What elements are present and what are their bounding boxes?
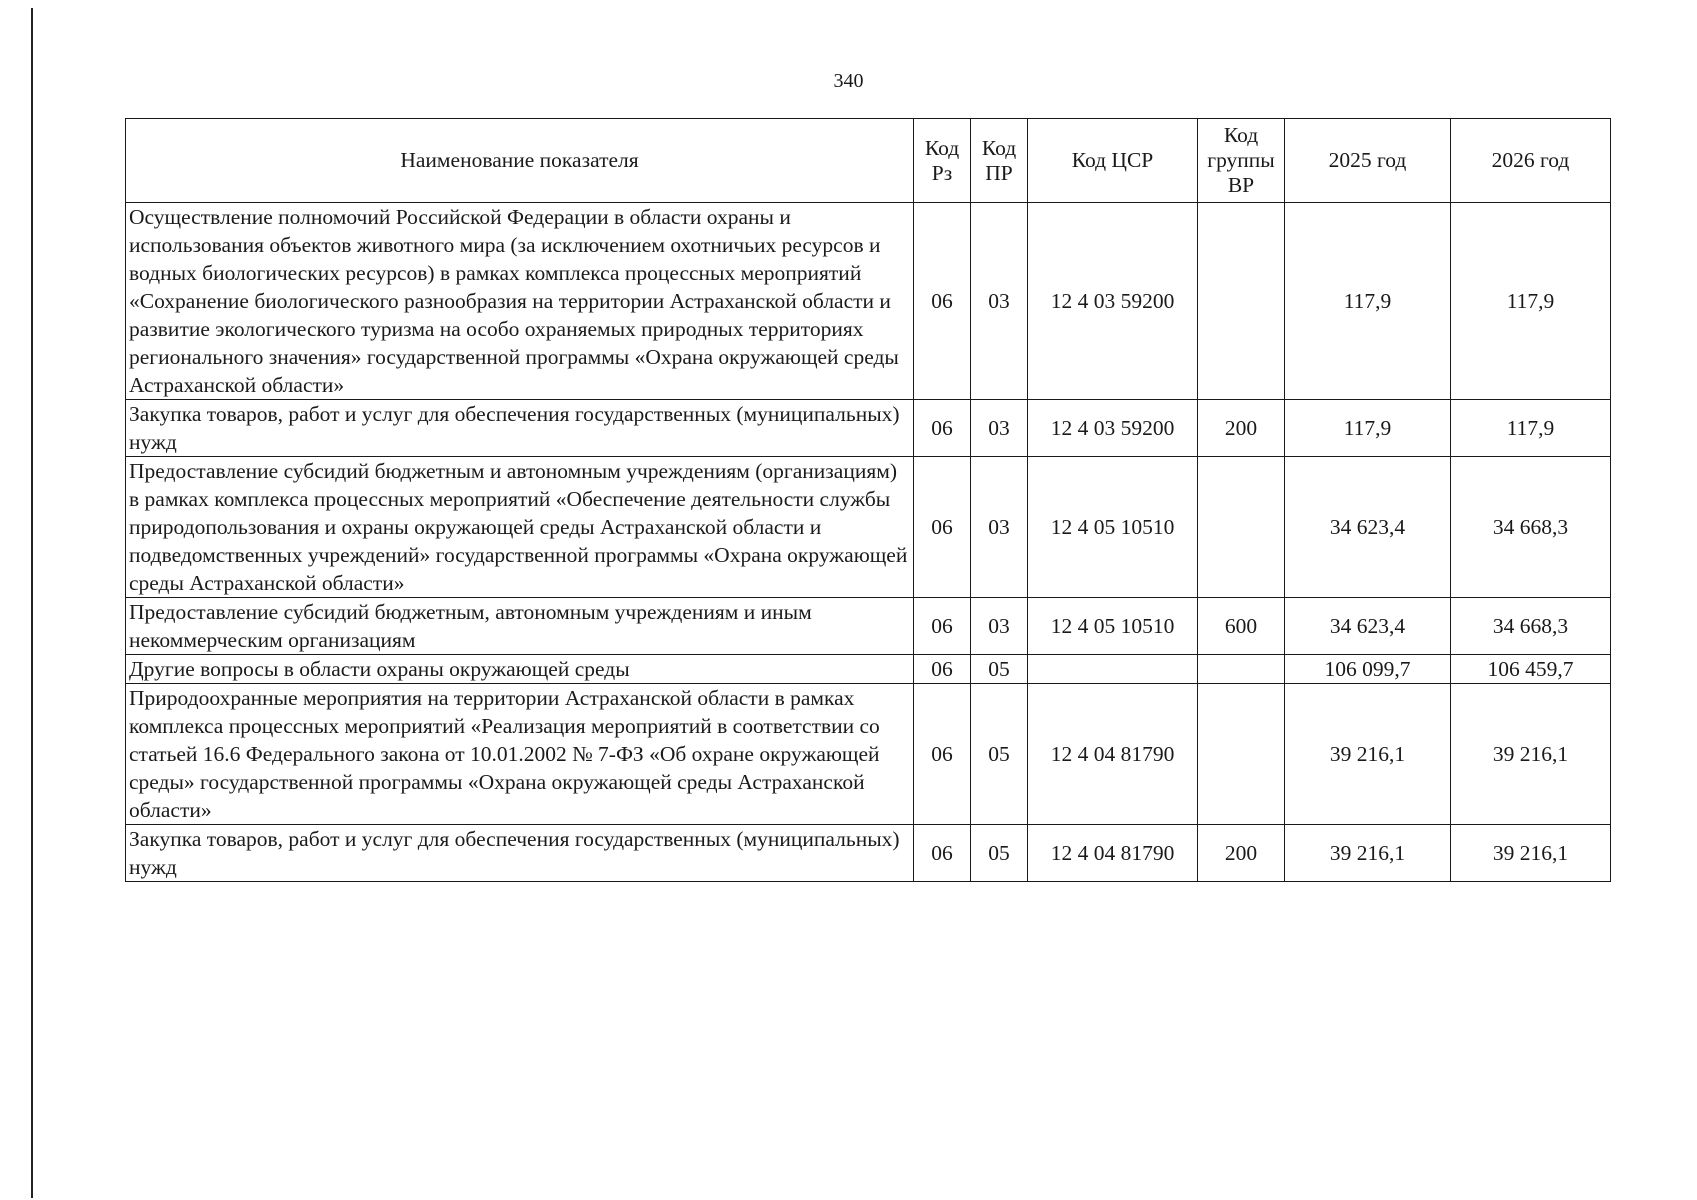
row-rz: 06 xyxy=(914,825,971,882)
row-vr: 200 xyxy=(1198,825,1285,882)
row-csr: 12 4 04 81790 xyxy=(1028,684,1198,825)
row-2026: 106 459,7 xyxy=(1451,655,1611,684)
row-name: Закупка товаров, работ и услуг для обеспечения государственных (муниципальных) нужд xyxy=(126,825,914,882)
binding-margin-line xyxy=(31,8,33,1198)
row-name: Предоставление субсидий бюджетным, автономным учреждениям и иным некоммерческим организациям xyxy=(126,598,914,655)
row-rz: 06 xyxy=(914,655,971,684)
row-pr: 05 xyxy=(971,684,1028,825)
budget-table xyxy=(125,118,1611,882)
row-csr: 12 4 04 81790 xyxy=(1028,825,1198,882)
header-rz: Код Рз xyxy=(914,119,971,203)
row-2026: 39 216,1 xyxy=(1451,684,1611,825)
row-2026: 117,9 xyxy=(1451,203,1611,400)
row-rz: 06 xyxy=(914,598,971,655)
table-row xyxy=(126,825,1611,882)
header-pr: Код ПР xyxy=(971,119,1028,203)
row-name: Осуществление полномочий Российской Федерации в области охраны и использования объектов животного мира (за исключением охотничьих ресурсов и водных биологических ресурсов) в рамках комплекса процессных мероприятий «Сохранение биологического разнообразия на территории Астраханской области и развитие экологического туризма на особо охраняемых природных территориях регионального значения» государственной программы «Охрана окружающей среды Астраханской области» xyxy=(126,203,914,400)
row-rz: 06 xyxy=(914,203,971,400)
header-2026: 2026 год xyxy=(1451,119,1611,203)
row-2025: 117,9 xyxy=(1285,203,1451,400)
row-csr: 12 4 05 10510 xyxy=(1028,457,1198,598)
page-number: 340 xyxy=(833,70,864,92)
row-pr: 03 xyxy=(971,457,1028,598)
header-name: Наименование показателя xyxy=(126,119,914,203)
row-2025: 34 623,4 xyxy=(1285,598,1451,655)
row-name: Предоставление субсидий бюджетным и автономным учреждениям (организациям) в рамках комплекса процессных мероприятий «Обеспечение деятельности службы природопользования и охраны окружающей среды Астраханской области и подведомственных учреждений» государственной программы «Охрана окружающей среды Астраханской области» xyxy=(126,457,914,598)
row-name: Природоохранные мероприятия на территории Астраханской области в рамках комплекса процессных мероприятий «Реализация мероприятий в соответствии со статьей 16.6 Федерального закона от 10.01.2002 № 7-ФЗ «Об охране окружающей среды» государственной программы «Охрана окружающей среды Астраханской области» xyxy=(126,684,914,825)
row-vr xyxy=(1198,684,1285,825)
header-vr: Код группы ВР xyxy=(1198,119,1285,203)
row-pr: 03 xyxy=(971,203,1028,400)
row-2025: 39 216,1 xyxy=(1285,684,1451,825)
table-row xyxy=(126,684,1611,825)
row-vr xyxy=(1198,457,1285,598)
header-csr: Код ЦСР xyxy=(1028,119,1198,203)
row-2026: 34 668,3 xyxy=(1451,457,1611,598)
row-rz: 06 xyxy=(914,400,971,457)
row-csr: 12 4 05 10510 xyxy=(1028,598,1198,655)
row-2025: 106 099,7 xyxy=(1285,655,1451,684)
row-vr: 200 xyxy=(1198,400,1285,457)
table-row xyxy=(126,598,1611,655)
header-2025: 2025 год xyxy=(1285,119,1451,203)
row-2025: 117,9 xyxy=(1285,400,1451,457)
row-2026: 34 668,3 xyxy=(1451,598,1611,655)
row-csr: 12 4 03 59200 xyxy=(1028,400,1198,457)
row-2025: 34 623,4 xyxy=(1285,457,1451,598)
row-name: Другие вопросы в области охраны окружающей среды xyxy=(126,655,914,684)
row-vr: 600 xyxy=(1198,598,1285,655)
row-csr: 12 4 03 59200 xyxy=(1028,203,1198,400)
row-vr xyxy=(1198,655,1285,684)
row-pr: 05 xyxy=(971,825,1028,882)
table-header-row xyxy=(126,119,1611,203)
row-name: Закупка товаров, работ и услуг для обеспечения государственных (муниципальных) нужд xyxy=(126,400,914,457)
row-2026: 39 216,1 xyxy=(1451,825,1611,882)
row-rz: 06 xyxy=(914,684,971,825)
row-pr: 05 xyxy=(971,655,1028,684)
row-csr xyxy=(1028,655,1198,684)
table-row xyxy=(126,400,1611,457)
row-vr xyxy=(1198,203,1285,400)
row-2026: 117,9 xyxy=(1451,400,1611,457)
table-row xyxy=(126,457,1611,598)
row-2025: 39 216,1 xyxy=(1285,825,1451,882)
row-rz: 06 xyxy=(914,457,971,598)
table-row xyxy=(126,655,1611,684)
row-pr: 03 xyxy=(971,400,1028,457)
row-pr: 03 xyxy=(971,598,1028,655)
table-row xyxy=(126,203,1611,400)
